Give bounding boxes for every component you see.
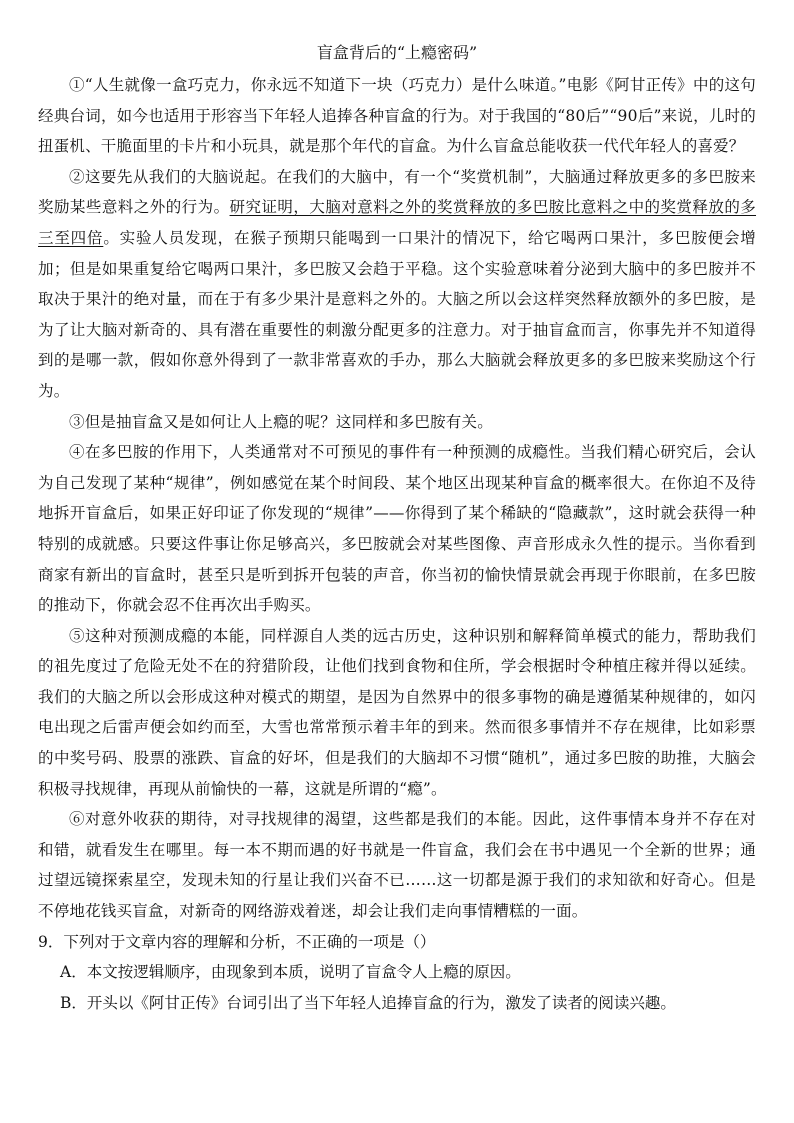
- paragraph-4: ④在多巴胺的作用下，人类通常对不可预见的事件有一种预测的成瘾性。当我们精心研究后，会认为自己发现了某种“规律”，例如感觉在某个时间段、某个地区出现某种盲盒的概率很大。在你迫不及待地拆开盲盒后，如果正好印证了你发现的“规律”——你得到了某个稀缺的“隐藏款”，这时就会获得一种特别的成就感。只要这件事让你足够高兴，多巴胺就会对某些图像、声音形成永久性的提示。当你看到商家有新出的盲盒时，甚至只是听到拆开包装的声音，你当初的愉快情景就会再现于你眼前，在多巴胺的推动下，你就会忍不住再次出手购买。: [38, 443, 756, 615]
- paragraph-5: ⑤这种对预测成瘾的本能，同样源自人类的远古历史，这种识别和解释简单模式的能力，帮助我们的祖先度过了危险无处不在的狩猎阶段，让他们找到食物和住所，学会根据时令种植庄稼并得以延续。我们的大脑之所以会形成这种对模式的期望，是因为自然界中的很多事物的确是遵循某种规律的，如闪电出现之后雷声便会如约而至，大雪也常常预示着丰年的到来。然而很多事情并不存在规律，比如彩票的中奖号码、股票的涨跌、盲盒的好坏，但是我们的大脑却不习惯“随机”，通过多巴胺的助推，大脑会积极寻找规律，再现从前愉快的一幕，这就是所谓的“瘾”。: [38, 626, 756, 798]
- question-stem: 9．下列对于文章内容的理解和分析，不正确的一项是（）: [38, 932, 436, 951]
- document-page: [38, 38, 756, 1019]
- paragraph-2: [38, 162, 756, 407]
- underlined-sentence: 研究证明，大脑对意料之外的奖赏释放的多巴胺比意料之中的奖赏释放的多三至四倍: [38, 198, 757, 247]
- paragraph-2-intro: ②这要先从我们的大脑说起。在我们的大脑中，有一个“奖赏机制”，大脑通过释放更多的多巴胺来奖励某些意料之外的行为。: [38, 167, 756, 217]
- option-b[interactable]: B．开头以《阿甘正传》台词引出了当下年轻人追捧盲盒的行为，激发了读者的阅读兴趣。: [60, 994, 676, 1013]
- paragraph-3: ③但是抽盲盒又是如何让人上瘾的呢？这同样和多巴胺有关。: [69, 412, 493, 431]
- option-a[interactable]: A．本文按逻辑顺序，由现象到本质，说明了盲盒令人上瘾的原因。: [60, 963, 521, 982]
- paragraph-1: ①“人生就像一盒巧克力，你永远不知道下一块（巧克力）是什么味道。”电影《阿甘正传》中的这句经典台词，如今也适用于形容当下年轻人追捧各种盲盒的行为。对于我国的“80后”“90后”来说，儿时的扭蛋机、干脆面里的卡片和小玩具，就是那个年代的盲盒。为什么盲盒总能收获一代代年轻人的喜爱？: [38, 76, 756, 156]
- paragraph-6: ⑥对意外收获的期待，对寻找规律的渴望，这些都是我们的本能。因此，这件事情本身并不存在对和错，就看发生在哪里。每一本不期而遇的好书就是一件盲盒，我们会在书中遇见一个全新的世界；通过望远镜探索星空，发现未知的行星让我们兴奋不已……这一切都是源于我们的求知欲和好奇心。但是不停地花钱买盲盒，对新奇的网络游戏着迷，却会让我们走向事情糟糕的一面。: [38, 810, 756, 921]
- article-title: 盲盒背后的“上瘾密码”: [316, 43, 478, 62]
- paragraph-2-rest: 。实验人员发现，在猴子预期只能喝到一口果汁的情况下，给它喝两口果汁，多巴胺便会增加；但是如果重复给它喝两口果汁，多巴胺又会趋于平稳。这个实验意味着分泌到大脑中的多巴胺并不取决于果汁的绝对量，而在于有多少果汁是意料之外的。大脑之所以会这样突然释放额外的多巴胺，是为了让大脑对新奇的、具有潜在重要性的刺激分配更多的注意力。对于抽盲盒而言，你事先并不知道得到的是哪一款，假如你意外得到了一款非常喜欢的手办，那么大脑就会释放更多的多巴胺来奖励这个行为。: [38, 228, 756, 400]
